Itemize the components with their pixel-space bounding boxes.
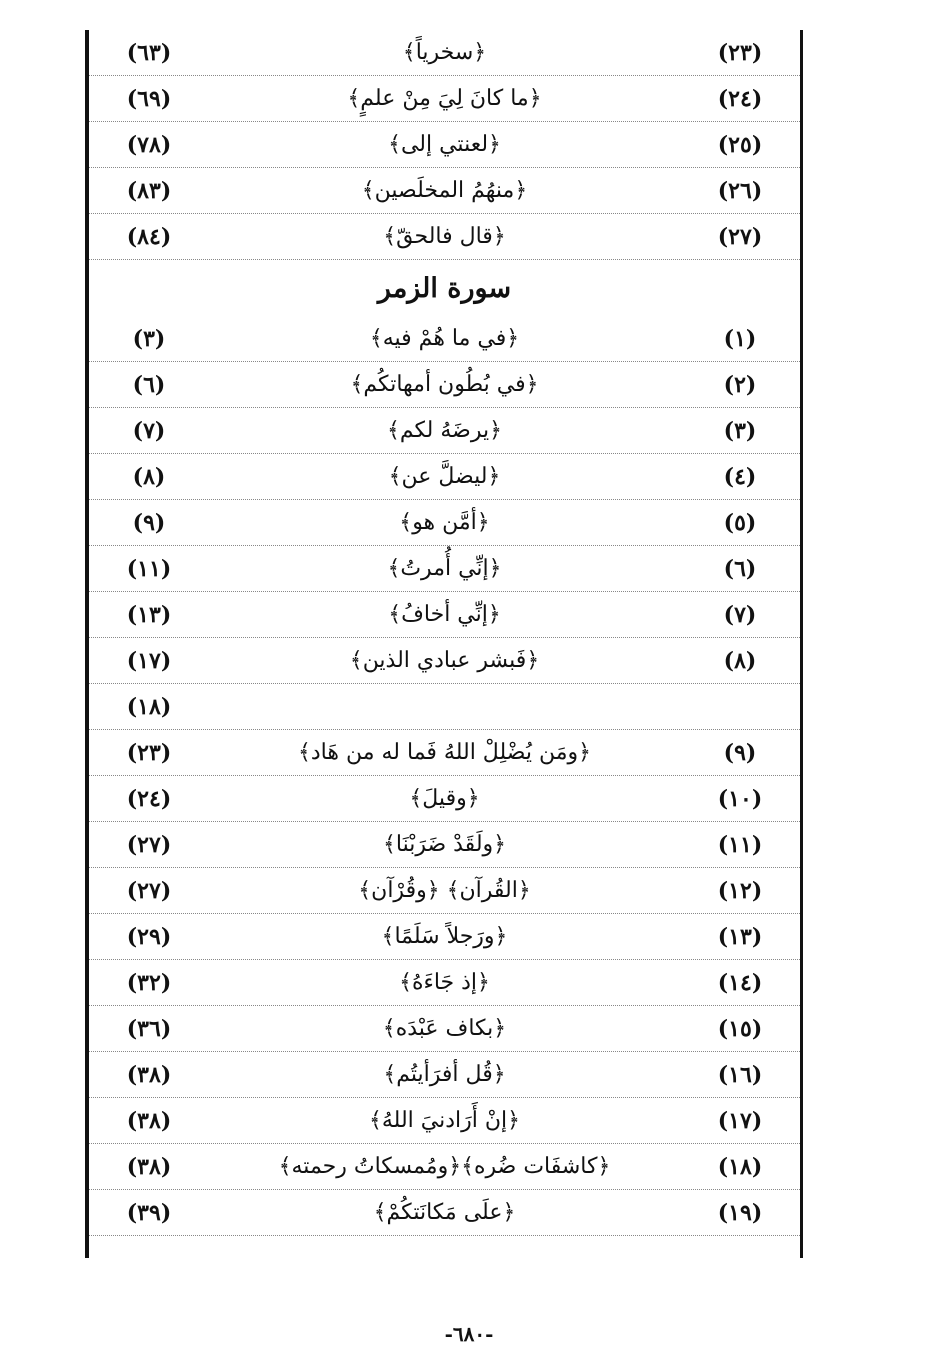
verse-number: (٣) (132, 325, 166, 352)
entry-number: (٩) (723, 739, 757, 766)
quranic-phrase: ﴿لعنتي إلى﴾ (388, 132, 501, 157)
verse-number: (٢٩) (126, 923, 172, 950)
quranic-phrase: ﴿منهُمُ المخلَصين﴾ (361, 178, 528, 203)
verse-number: (٩) (132, 509, 166, 536)
table-row (89, 592, 800, 638)
entry-number: (١١) (717, 831, 763, 858)
section-heading-row (89, 260, 800, 316)
entry-number: (١٧) (717, 1107, 763, 1134)
verse-number: (٨٣) (126, 177, 172, 204)
table-row (89, 822, 800, 868)
verse-number: (٢٧) (126, 831, 172, 858)
verse-number: (٣٩) (126, 1199, 172, 1226)
quranic-phrase: ﴿فَبشر عبادي الذين﴾ (349, 648, 540, 673)
quranic-phrase: ﴿علَى مَكانَتكُمْ﴾ (373, 1200, 516, 1225)
verse-number: (١٣) (126, 601, 172, 628)
entry-number: (١٨) (717, 1153, 763, 1180)
entry-number: (٢٥) (717, 131, 763, 158)
entry-number: (١٩) (717, 1199, 763, 1226)
quranic-phrase: ﴿أمَّن هو﴾ (399, 510, 490, 535)
verse-number: (٣٦) (126, 1015, 172, 1042)
verse-number: (٧٨) (126, 131, 172, 158)
verse-number: (٣٨) (126, 1153, 172, 1180)
quranic-phrase: ﴿كاشفَات ضُره﴾﴿ومُمسكاتُ رحمته﴾ (278, 1154, 611, 1179)
table-row (89, 168, 800, 214)
verse-number: (٢٣) (126, 739, 172, 766)
table-row (89, 638, 800, 684)
table-row (89, 500, 800, 546)
table-row (89, 684, 800, 730)
quranic-phrase: ﴿ما كانَ لِيَ مِنْ علمٍ﴾ (347, 86, 542, 111)
table-row (89, 914, 800, 960)
table-row (89, 546, 800, 592)
verse-number: (٣٨) (126, 1107, 172, 1134)
quranic-phrase: ﴿ولَقَدْ ضَرَبْنَا﴾ (382, 832, 507, 857)
entry-number: (٦) (723, 555, 757, 582)
page-number: -٦٨٠- (444, 1322, 494, 1346)
entry-number: (٢٣) (717, 39, 763, 66)
quranic-phrase: ﴿ومَن يُضْلِلْ اللهُ فَما له من هَاد﴾ (297, 740, 591, 765)
table-row (89, 122, 800, 168)
table-row (89, 214, 800, 260)
entry-number: (١٦) (717, 1061, 763, 1088)
table-row (89, 1190, 800, 1236)
quranic-phrase: ﴿في بُطُون أمهاتكُم﴾ (350, 372, 539, 397)
table-row (89, 408, 800, 454)
table-row (89, 316, 800, 362)
verse-number: (٨٤) (126, 223, 172, 250)
quranic-phrase: ﴿وقيلَ﴾ (409, 786, 480, 811)
quranic-phrase: ﴿قُل أفرَأيتُم﴾ (383, 1062, 506, 1087)
table-row (89, 362, 800, 408)
quranic-phrase: ﴿قال فالحقّ﴾ (383, 224, 506, 249)
table-row (89, 776, 800, 822)
table-row (89, 868, 800, 914)
entry-number: (١٥) (717, 1015, 763, 1042)
entry-number: (٨) (723, 647, 757, 674)
quranic-phrase: ﴿القُرآن﴾ ﴿وقُرْآن﴾ (358, 878, 531, 903)
verse-number: (٦٩) (126, 85, 172, 112)
table-row (89, 30, 800, 76)
quranic-phrase: ﴿إنِّي أُمرتُ﴾ (387, 556, 502, 581)
table-frame (85, 30, 803, 1258)
table-row (89, 454, 800, 500)
table-row (89, 76, 800, 122)
verse-number: (٣٨) (126, 1061, 172, 1088)
entry-number: (٥) (723, 509, 757, 536)
verse-number: (٣٢) (126, 969, 172, 996)
quranic-phrase: ﴿إنْ أَرَادنيَ اللهُ﴾ (368, 1108, 521, 1133)
entry-number: (١٢) (717, 877, 763, 904)
verse-number: (٧) (132, 417, 166, 444)
entry-number: (١٠) (717, 785, 763, 812)
verse-number: (٢٧) (126, 877, 172, 904)
quranic-phrase: ﴿بكاف عَبْدَه﴾ (382, 1016, 507, 1041)
section-heading: سورة الزمر (377, 272, 512, 304)
entry-number: (٣) (723, 417, 757, 444)
table-row (89, 1144, 800, 1190)
verse-number: (٦) (132, 371, 166, 398)
verse-number: (٢٤) (126, 785, 172, 812)
quranic-phrase: ﴿ورَجلاً سَلَمًا﴾ (381, 924, 508, 949)
entry-number: (٤) (723, 463, 757, 490)
entry-number: (١٣) (717, 923, 763, 950)
table-row (89, 960, 800, 1006)
quranic-phrase: ﴿في ما هُمْ فيه﴾ (369, 326, 520, 351)
entry-number: (٢٦) (717, 177, 763, 204)
verse-number: (٦٣) (126, 39, 172, 66)
entry-number: (٢٧) (717, 223, 763, 250)
verse-number: (١٧) (126, 647, 172, 674)
verse-number: (٨) (132, 463, 166, 490)
quranic-phrase: ﴿سخرياً﴾ (402, 40, 487, 65)
entry-number: (٢) (723, 371, 757, 398)
quranic-phrase: ﴿إذ جَاءَهُ﴾ (399, 970, 490, 995)
table-row (89, 1098, 800, 1144)
table-row (89, 1052, 800, 1098)
index-table (89, 30, 800, 1258)
entry-number: (٢٤) (717, 85, 763, 112)
entry-number: (١) (723, 325, 757, 352)
quranic-phrase: ﴿يرضَهُ لكم﴾ (386, 418, 502, 443)
entry-number: (١٤) (717, 969, 763, 996)
table-row (89, 730, 800, 776)
verse-number: (١٨) (126, 693, 172, 720)
table-row (89, 1006, 800, 1052)
quranic-phrase: ﴿إنِّي أخافُ﴾ (388, 602, 501, 627)
entry-number: (٧) (723, 601, 757, 628)
quranic-phrase: ﴿ليضلَّ عن﴾ (388, 464, 501, 489)
verse-number: (١١) (126, 555, 172, 582)
